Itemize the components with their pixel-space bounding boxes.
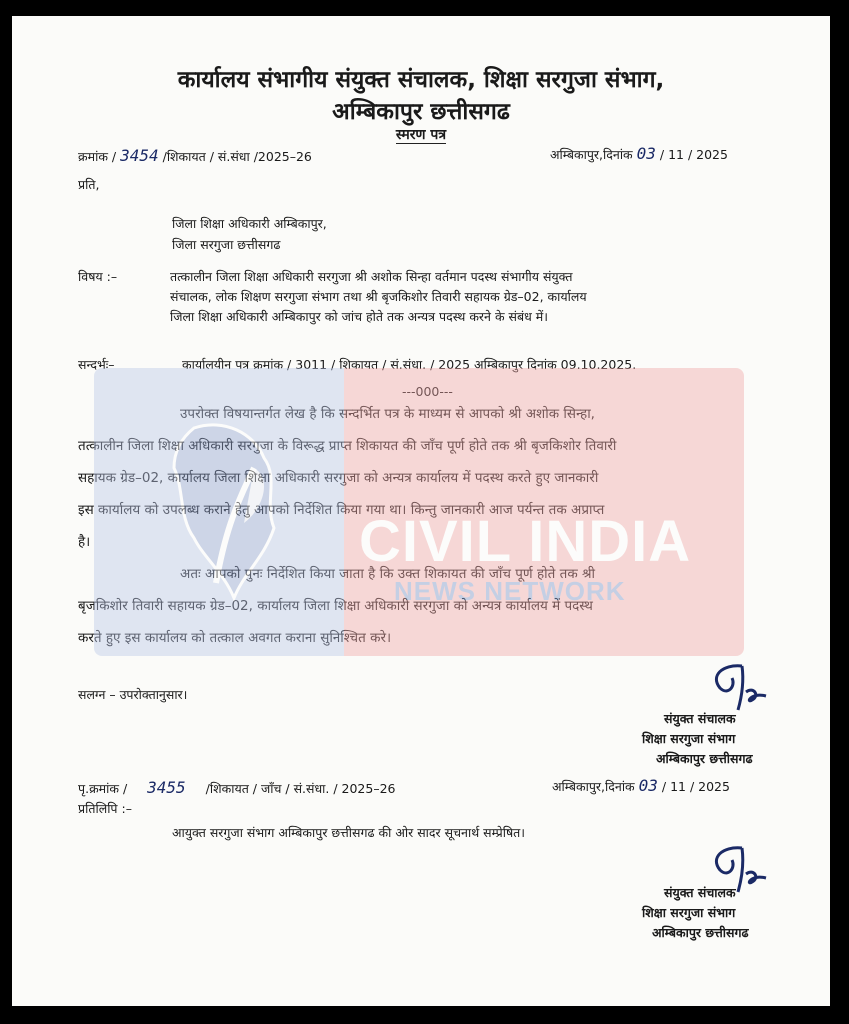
signature1-line2: शिक्षा सरगुजा संभाग <box>642 731 736 746</box>
para2-line3: करते हुए इस कार्यालय को तत्काल अवगत कराना सुनिश्चित करे। <box>78 630 392 646</box>
signature2-line3: अम्बिकापुर छत्तीसगढ <box>652 925 749 940</box>
date-handwritten-day: 03 <box>636 144 656 163</box>
ref-handwritten-number: 3454 <box>120 146 159 165</box>
pratilipi: प्रतिलिपि :– <box>78 801 132 816</box>
date-bottom-rest: / 11 / 2025 <box>661 779 730 794</box>
recipient-line2: जिला सरगुजा छत्तीसगढ <box>172 237 281 252</box>
separator: ---000--- <box>402 384 453 399</box>
para1-line4: इस कार्यालय को उपलब्ध कराने हेतु आपको निर्देशित किया गया था। किन्तु जानकारी आज पर्यन्त तक अप्राप्त <box>78 502 605 518</box>
subject-heading-wrap <box>12 124 830 144</box>
ref-prefix: क्रमांक / <box>78 149 117 164</box>
ref-bottom-prefix: पृ.क्रमांक / <box>78 781 128 796</box>
letter-page <box>12 16 830 1006</box>
signature2-line2: शिक्षा सरगुजा संभाग <box>642 905 736 920</box>
watermark-title: CIVIL INDIA <box>359 509 692 574</box>
para1-line5: है। <box>78 534 91 550</box>
ref-date-bottom <box>552 776 730 795</box>
signature-1-icon <box>702 656 782 716</box>
ref-date-top <box>550 144 728 163</box>
date-bottom-prefix: अम्बिकापुर,दिनांक <box>552 779 635 794</box>
ref-bottom-handwritten-number: 3455 <box>147 778 186 797</box>
prati: प्रति, <box>78 177 100 192</box>
vishay-label: विषय :– <box>78 269 118 284</box>
ref-suffix: /शिकायत / सं.संधा /2025–26 <box>162 149 312 164</box>
para1-line1: उपरोक्त विषयान्तर्गत लेख है कि सन्दर्भित पत्र के माध्यम से आपको श्री अशोक सिन्हा, <box>180 406 595 422</box>
signature1-line1: संयुक्त संचालक <box>664 711 736 726</box>
para2-line1: अतः आपको पुनः निर्देशित किया जाता है कि उक्त शिकायत की जाँच पूर्ण होते तक श्री <box>180 566 596 582</box>
ref-bottom-suffix: /शिकायत / जाँच / सं.संधा. / 2025–26 <box>205 781 396 796</box>
office-title-line1: कार्यालय संभागीय संयुक्त संचालक, शिक्षा सरगुजा संभाग, <box>177 67 665 93</box>
salagn: सलग्न – उपरोक्तानुसार। <box>78 687 188 702</box>
para1-line2: तत्कालीन जिला शिक्षा अधिकारी सरगुजा के विरूद्ध प्राप्त शिकायत की जाँच पूर्ण होते तक श्री बृजकिशोर तिवारी <box>78 438 617 454</box>
ref-number-bottom <box>78 778 396 797</box>
copy-to: आयुक्त सरगुजा संभाग अम्बिकापुर छत्तीसगढ की ओर सादर सूचनार्थ सम्प्रेषित। <box>172 825 526 840</box>
date-prefix: अम्बिकापुर,दिनांक <box>550 147 633 162</box>
date-rest: / 11 / 2025 <box>659 147 728 162</box>
recipient-line1: जिला शिक्षा अधिकारी अम्बिकापुर, <box>172 216 327 231</box>
vishay-line3: जिला शिक्षा अधिकारी अम्बिकापुर को जांच होते तक अन्यत्र पदस्थ करने के संबंध में। <box>170 309 548 324</box>
office-title-line2: अम्बिकापुर छत्तीसगढ <box>332 99 510 125</box>
subject-heading: स्मरण पत्र <box>395 127 447 143</box>
date-bottom-handwritten-day: 03 <box>638 776 658 795</box>
watermark-subtitle: NEWS NETWORK <box>394 576 626 606</box>
ref-number-top <box>78 146 312 165</box>
para2-line2: बृजकिशोर तिवारी सहायक ग्रेड–02, कार्यालय जिला शिक्षा अधिकारी सरगुजा को अन्यत्र कार्यालय में पदस्थ <box>78 598 593 614</box>
signature1-line3: अम्बिकापुर छत्तीसगढ <box>656 751 753 766</box>
vishay-line1: तत्कालीन जिला शिक्षा अधिकारी सरगुजा श्री अशोक सिन्हा वर्तमान पदस्थ संभागीय संयुक्त <box>170 269 573 284</box>
sandarbh-text: कार्यालयीन पत्र क्रमांक / 3011 / शिकायत / सं.संधा. / 2025 अम्बिकापुर दिनांक 09.10.2025. <box>182 357 637 372</box>
signature2-line1: संयुक्त संचालक <box>664 885 736 900</box>
vishay-line2: संचालक, लोक शिक्षण सरगुजा संभाग तथा श्री बृजकिशोर तिवारी सहायक ग्रेड–02, कार्यालय <box>170 289 587 304</box>
para1-line3: सहायक ग्रेड–02, कार्यालय जिला शिक्षा अधिकारी सरगुजा को अन्यत्र कार्यालय में पदस्थ करते हुए जानकारी <box>78 470 599 486</box>
sandarbh-label: सन्दर्भः– <box>78 357 115 372</box>
